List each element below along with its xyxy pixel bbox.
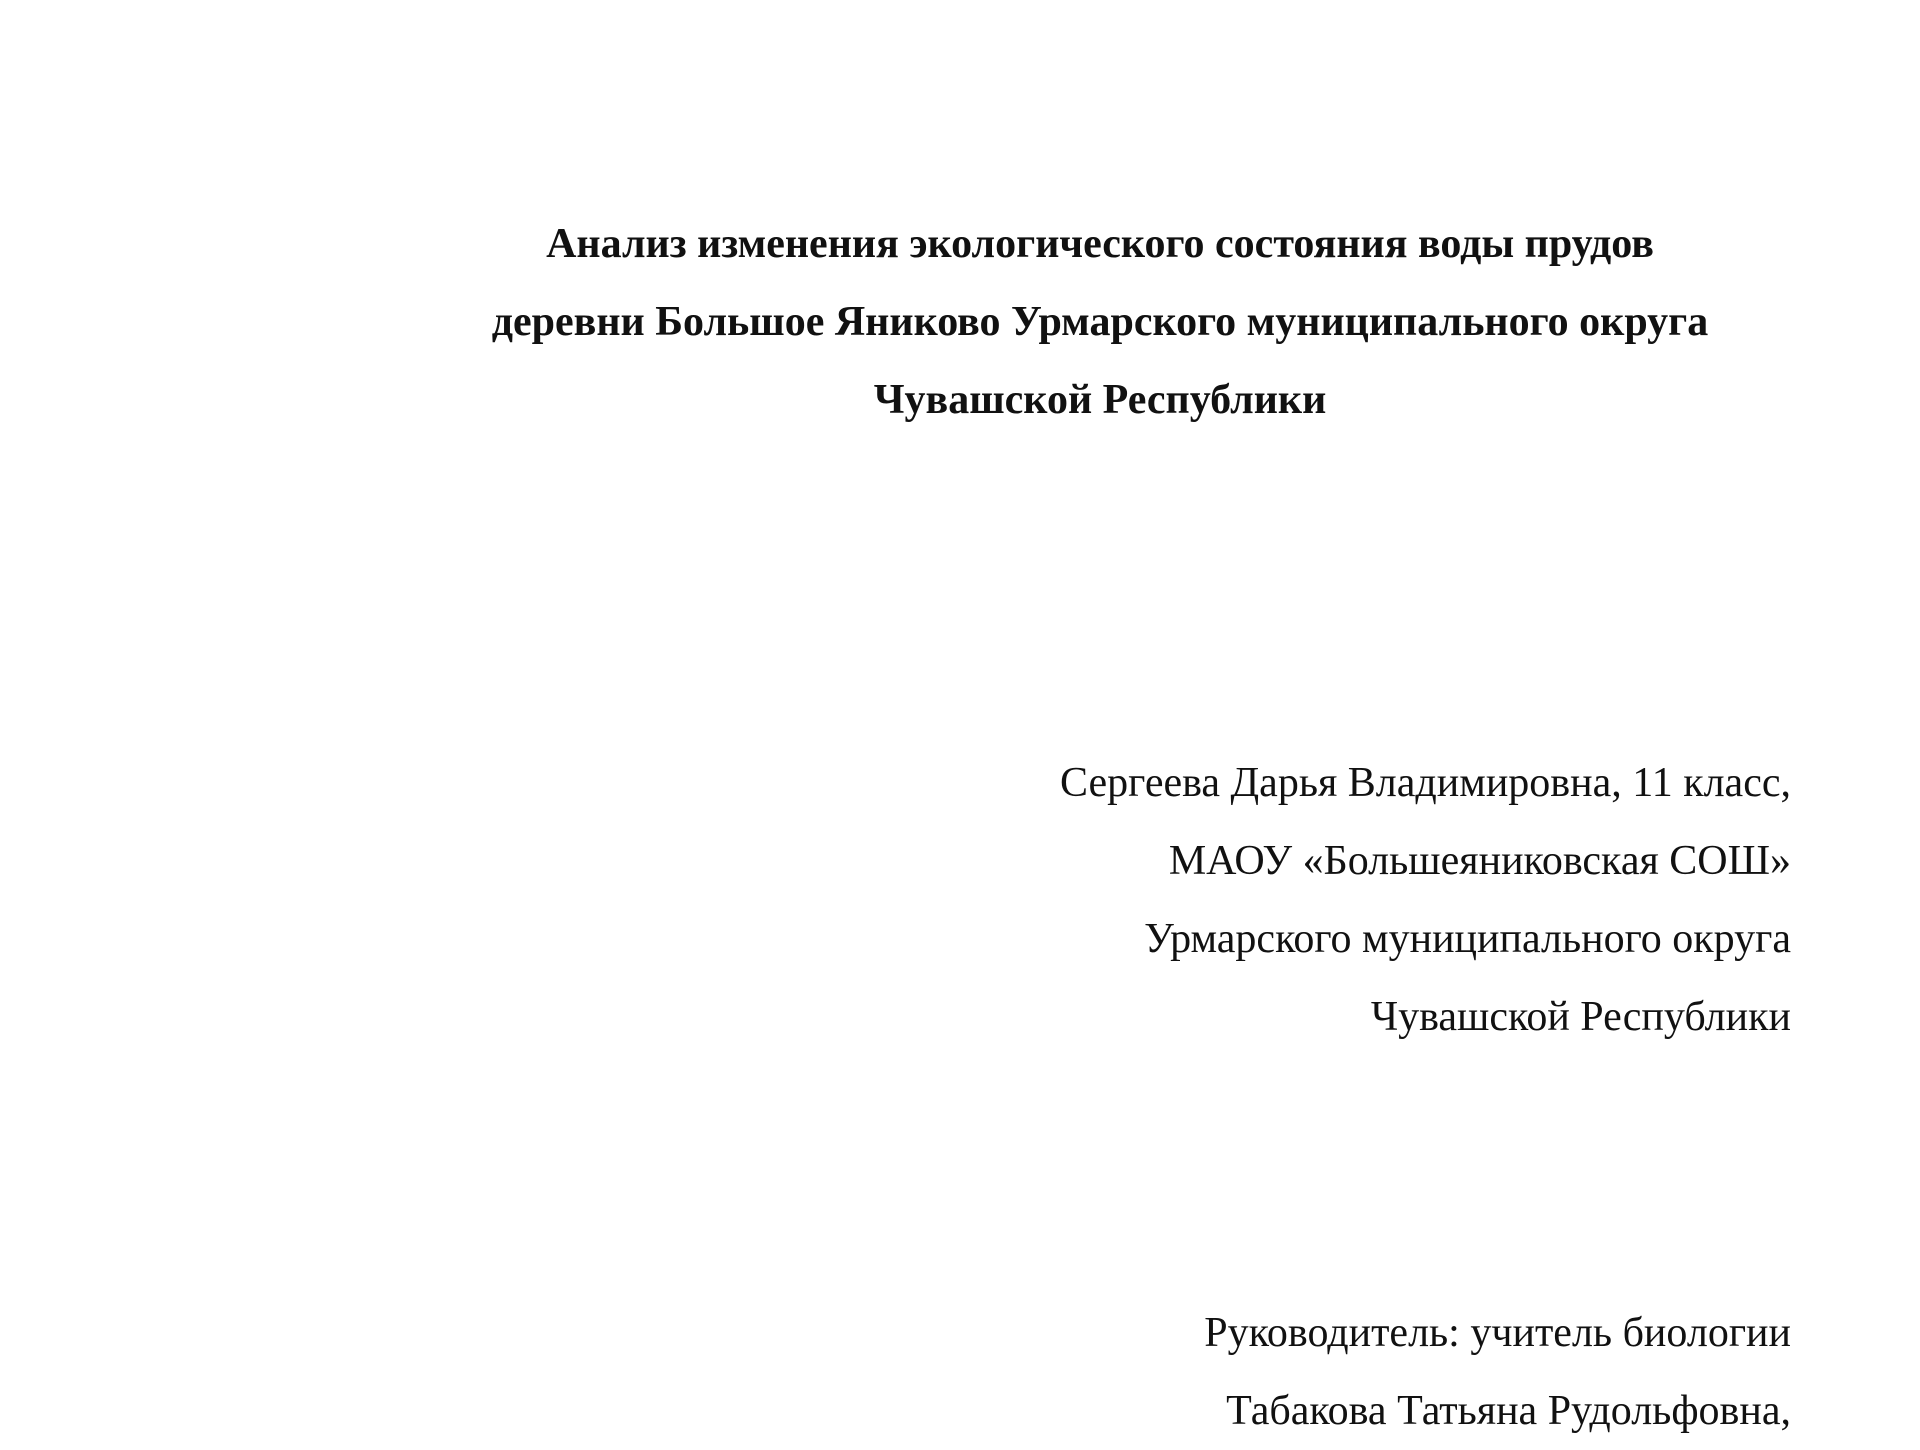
author-name-line: Сергеева Дарья Владимировна, 11 класс, bbox=[1059, 760, 1791, 806]
title-line-2: деревни Большое Яниково Урмарского муниципального округа bbox=[491, 299, 1709, 345]
author-republic-line: Чувашской Республики bbox=[1370, 994, 1791, 1040]
author-school-line: МАОУ «Большеяниковская СОШ» bbox=[1168, 838, 1791, 884]
document-title bbox=[390, 205, 1810, 439]
supervisor-name-line: Табакова Татьяна Рудольфовна, bbox=[1226, 1388, 1791, 1434]
author-info bbox=[1060, 744, 1791, 1056]
title-line-1: Анализ изменения экологического состояния воды прудов bbox=[546, 221, 1654, 267]
author-district-line: Урмарского муниципального округа bbox=[1144, 916, 1791, 962]
supervisor-info bbox=[1204, 1294, 1791, 1450]
title-line-3: Чувашской Республики bbox=[873, 377, 1327, 423]
supervisor-role-line: Руководитель: учитель биологии bbox=[1204, 1310, 1791, 1356]
